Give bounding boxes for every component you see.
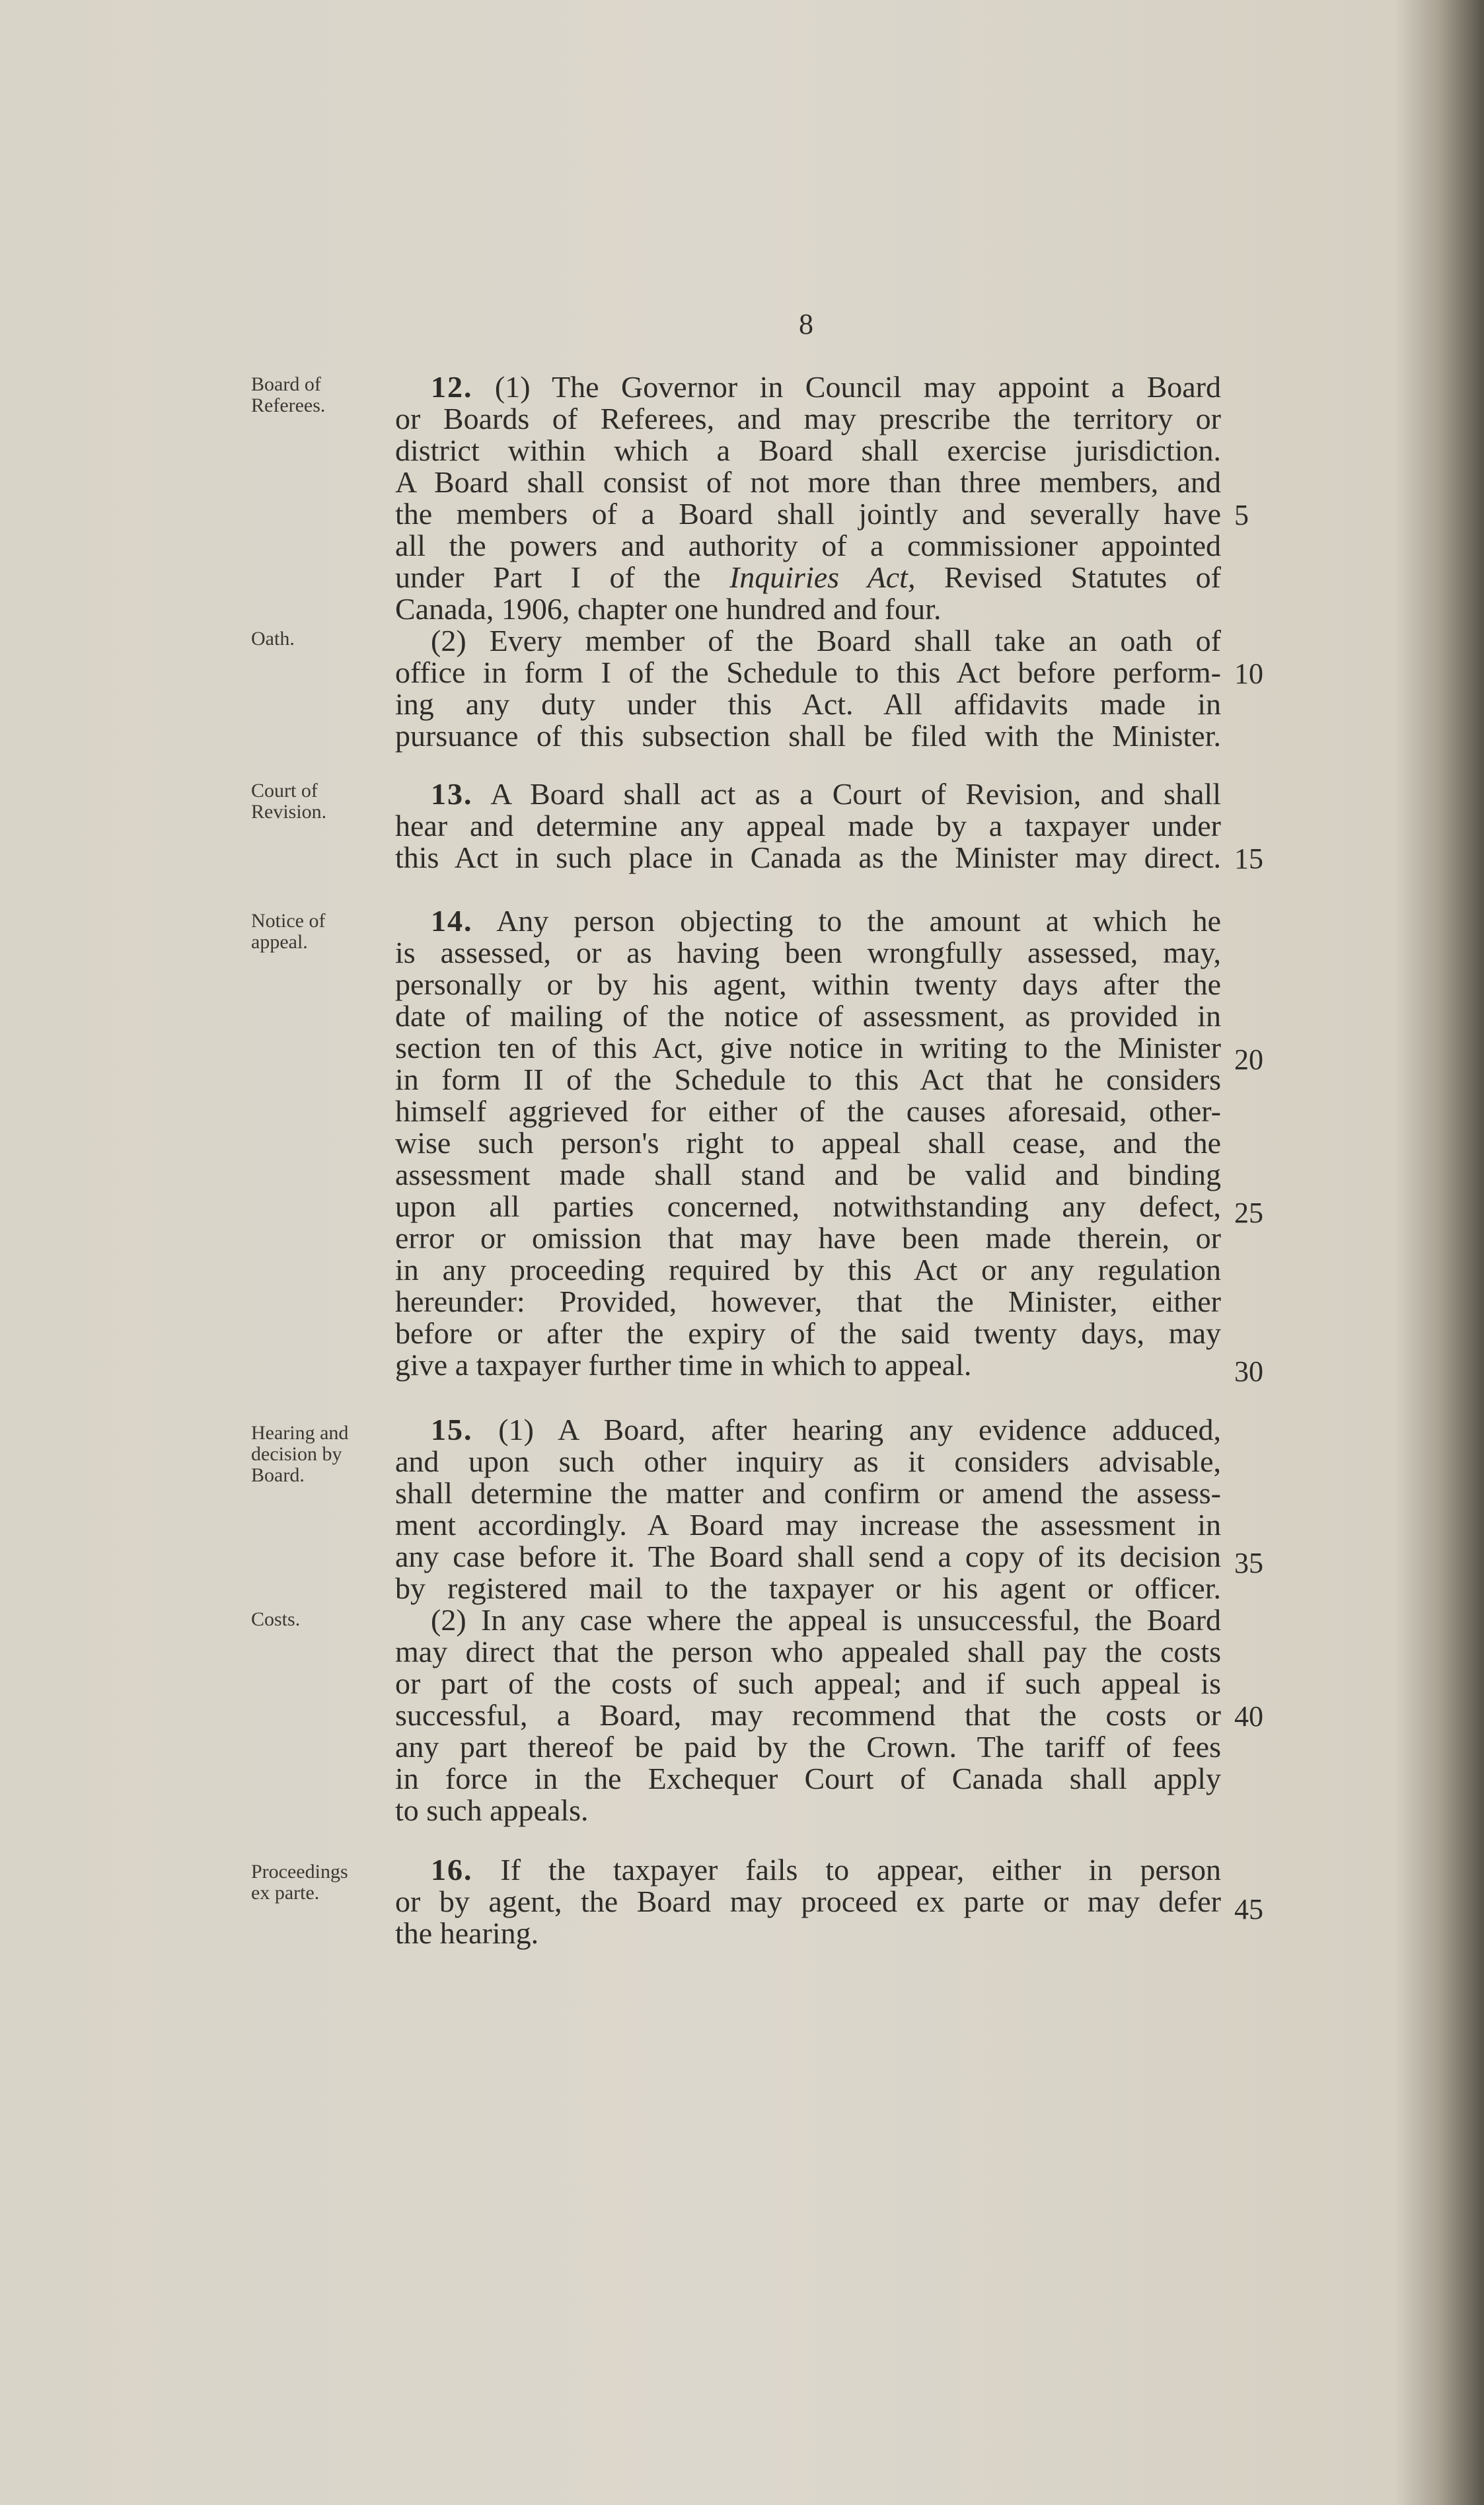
text-line: ing any duty under this Act. All affidavits made in [395, 687, 1221, 721]
margin-note-line: Hearing and [251, 1422, 349, 1444]
text-line: any part thereof be paid by the Crown. The tariff of fees [395, 1730, 1221, 1764]
margin-note-line: decision by [251, 1443, 342, 1465]
margin-note-line: Proceedings [251, 1861, 348, 1883]
line-text: Any person objecting to the amount at which he [472, 904, 1221, 938]
text-line: hereunder: Provided, however, that the Minister, either [395, 1285, 1221, 1318]
text-line: the members of a Board shall jointly and severally have [395, 497, 1221, 531]
text-line: before or after the expiry of the said twenty days, may [395, 1316, 1221, 1350]
text-line: shall determine the matter and confirm or amend the assess- [395, 1476, 1221, 1510]
text-line: Canada, 1906, chapter one hundred and four. [395, 592, 942, 626]
text-line: office in form I of the Schedule to this Act before perform- [395, 655, 1221, 689]
section-number: 16. [431, 1853, 473, 1887]
text-line [395, 562, 1221, 593]
line-number: 15 [1234, 842, 1263, 875]
line-number: 35 [1234, 1547, 1263, 1579]
text-line: give a taxpayer further time in which to appeal. [395, 1348, 972, 1382]
line-number: 30 [1234, 1355, 1263, 1388]
margin-note-board-of-referees [251, 374, 383, 416]
margin-note-proceedings-ex-parte [251, 1861, 383, 1904]
italic-act-title: Inquiries Act, [729, 560, 916, 594]
section-number: 13. [431, 777, 473, 811]
text-line: successful, a Board, may recommend that the costs or [395, 1698, 1221, 1732]
text-line: assessment made shall stand and be valid and binding [395, 1158, 1221, 1191]
text-line: this Act in such place in Canada as the Minister may direct. [395, 841, 1221, 874]
margin-note-hearing-decision [251, 1423, 383, 1486]
text-line: (2) In any case where the appeal is unsuccessful, the Board [431, 1603, 1221, 1637]
line-number: 40 [1234, 1700, 1263, 1733]
text-line [395, 371, 1221, 403]
margin-note-line: Oath. [251, 628, 295, 650]
page-number: 8 [799, 308, 813, 340]
margin-note-notice-of-appeal [251, 911, 383, 953]
line-number: 25 [1234, 1197, 1263, 1229]
margin-note-line: Referees. [251, 394, 326, 416]
text-line: in force in the Exchequer Court of Canada shall apply [395, 1762, 1221, 1795]
line-text: If the taxpayer fails to appear, either in person [472, 1853, 1221, 1887]
text-line: district within which a Board shall exercise jurisdiction. [395, 433, 1221, 467]
line-text: Revised Statutes of [915, 560, 1221, 594]
section-number: 12. [431, 370, 473, 404]
text-line: or by agent, the Board may proceed ex parte or may defer [395, 1885, 1221, 1918]
margin-note-line: Notice of [251, 910, 326, 932]
line-number: 20 [1234, 1043, 1263, 1076]
line-text: under Part I of the [395, 560, 729, 594]
text-line [395, 778, 1221, 810]
text-line: and upon such other inquiry as it considers advisable, [395, 1444, 1221, 1478]
margin-note-oath [251, 628, 383, 650]
text-line: is assessed, or as having been wrongfully assessed, may, [395, 936, 1221, 969]
margin-note-line: Revision. [251, 801, 327, 823]
text-line: pursuance of this subsection shall be filed with the Minister. [395, 719, 1221, 753]
margin-note-line: Costs. [251, 1608, 301, 1630]
text-line: all the powers and authority of a commissioner appointed [395, 529, 1221, 562]
text-line: any case before it. The Board shall send a copy of its decision [395, 1540, 1221, 1573]
margin-note-line: Board of [251, 373, 321, 395]
section-number: 15. [431, 1413, 473, 1446]
text-line: wise such person's right to appeal shall cease, and the [395, 1126, 1221, 1160]
text-line [395, 905, 1221, 937]
text-line: ment accordingly. A Board may increase the assessment in [395, 1508, 1221, 1542]
text-line [395, 1854, 1221, 1886]
text-line: hear and determine any appeal made by a taxpayer under [395, 809, 1221, 842]
text-line: A Board shall consist of not more than three members, and [395, 465, 1221, 499]
section-number: 14. [431, 904, 473, 938]
line-number: 45 [1234, 1893, 1263, 1925]
text-line: to such appeals. [395, 1793, 589, 1827]
text-line [395, 1414, 1221, 1446]
text-line: or part of the costs of such appeal; and if such appeal is [395, 1666, 1221, 1700]
line-text: (1) A Board, after hearing any evidence adduced, [472, 1413, 1221, 1446]
text-line: section ten of this Act, give notice in writing to the Minister [395, 1031, 1221, 1065]
margin-note-costs [251, 1609, 383, 1630]
text-line: personally or by his agent, within twenty days after the [395, 967, 1221, 1001]
text-line: in any proceeding required by this Act or any regulation [395, 1253, 1221, 1287]
text-line: or Boards of Referees, and may prescribe the territory or [395, 402, 1221, 435]
line-text: A Board shall act as a Court of Revision, and shall [472, 777, 1221, 811]
text-line: by registered mail to the taxpayer or his agent or officer. [395, 1571, 1221, 1605]
text-line: the hearing. [395, 1916, 539, 1950]
text-line: error or omission that may have been made therein, or [395, 1221, 1221, 1255]
margin-note-court-of-revision [251, 780, 383, 823]
line-text: (1) The Governor in Council may appoint a Board [472, 370, 1221, 404]
text-line: may direct that the person who appealed shall pay the costs [395, 1635, 1221, 1668]
margin-note-line: Board. [251, 1464, 305, 1486]
text-line: upon all parties concerned, notwithstanding any defect, [395, 1189, 1221, 1223]
text-line: date of mailing of the notice of assessment, as provided in [395, 999, 1221, 1033]
margin-note-line: Court of [251, 780, 318, 802]
text-line: in form II of the Schedule to this Act that he considers [395, 1063, 1221, 1096]
line-number: 5 [1234, 499, 1249, 531]
margin-note-line: appeal. [251, 931, 308, 953]
text-line: (2) Every member of the Board shall take an oath of [431, 624, 1221, 657]
text-line: himself aggrieved for either of the causes aforesaid, other- [395, 1094, 1221, 1128]
margin-note-line: ex parte. [251, 1882, 320, 1904]
line-number: 10 [1234, 657, 1263, 690]
